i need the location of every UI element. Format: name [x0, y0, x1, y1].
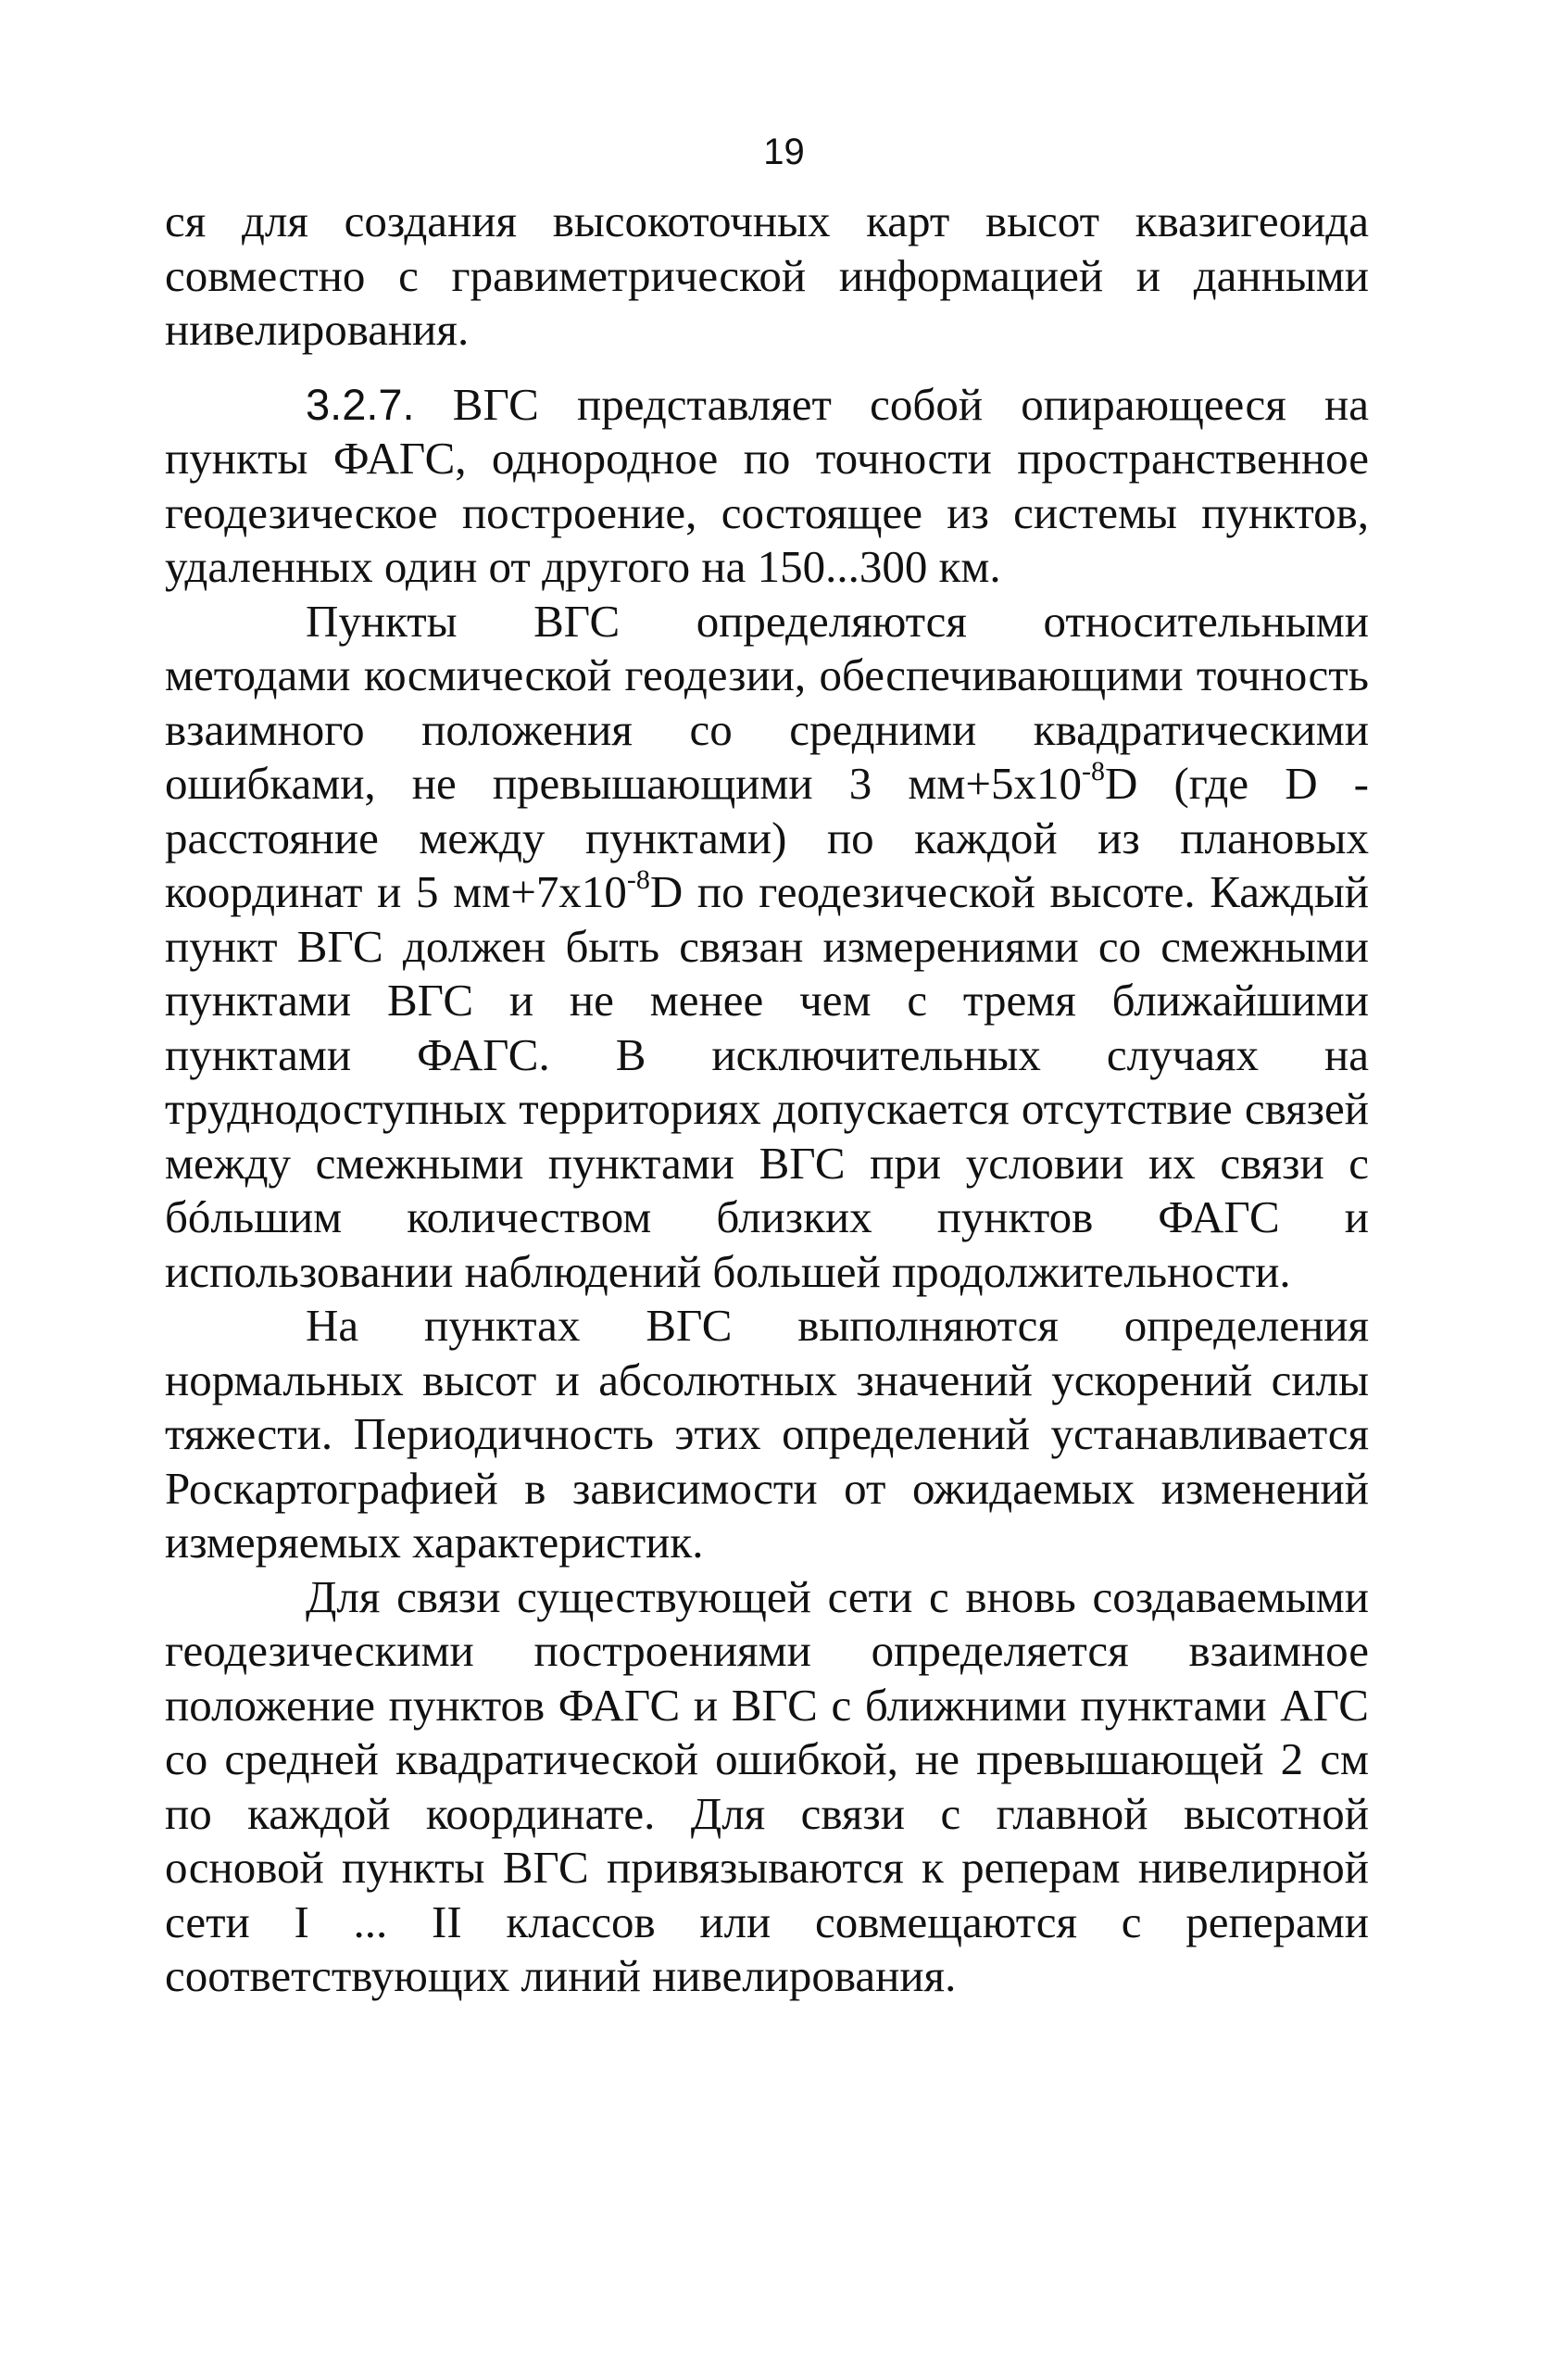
paragraph-section-3-2-7	[165, 378, 1369, 595]
paragraph-text-part: Пункты ВГС определяются относительными методами космической геодезии, обеспечивающими точность взаимного положения со средними квадратическими ошибками, не превышающими 3 мм+5х10	[165, 595, 1369, 809]
exponent: -8	[626, 864, 650, 895]
paragraph-text-part: D по геодезической высоте. Каждый пункт ВГС должен быть связан измерениями со смежными пунктами ВГС и не менее чем с тремя ближайшими пунктами ФАГС. В исключительных случаях на труднодоступных территориях допускается отсутствие связей между смежными пунктами ВГС при условии их связи с бóльшим количеством близких пунктов ФАГС и использовании наблюдений большей продолжительности.	[165, 866, 1369, 1297]
paragraph-vgs-determination	[165, 595, 1369, 1300]
page-number: 19	[763, 132, 805, 172]
paragraph-text: На пунктах ВГС выполняются определения нормальных высот и абсолютных значений ускорений силы тяжести. Периодичность этих определений устанавливается Роскартографией в зависимости от ожидаемых изменений измеряемых характеристик.	[165, 1300, 1369, 1568]
paragraph-continuation	[165, 195, 1369, 358]
paragraph-text-part: D (где D - расстояние между пунктами) по каждой из плановых координат и 5 мм+7х10	[165, 758, 1369, 917]
paragraph-text: Для связи существующей сети с вновь создаваемыми геодезическими построениями определяется взаимное положение пунктов ФАГС и ВГС с ближними пунктами АГС со средней квадратической ошибкой, не превышающей 2 см по каждой координате. Для связи с главной высотной основой пункты ВГС привязываются к реперам нивелирной сети I ... II классов или совмещаются с реперами соответствующих линий нивелирования.	[165, 1570, 1369, 2001]
paragraph-text: ВГС представляет собой опирающееся на пункты ФАГС, однородное по точности пространственное геодезическое построение, состоящее из системы пунктов, удаленных один от другого на 150...300 км.	[165, 378, 1369, 592]
paragraph-vgs-heights	[165, 1299, 1369, 1570]
paragraph-network-connection	[165, 1570, 1369, 2004]
exponent: -8	[1081, 756, 1105, 787]
body-text	[165, 195, 1369, 2004]
section-number: 3.2.7.	[306, 379, 415, 429]
paragraph-text: ся для создания высокоточных карт высот квазигеоида совместно с гравиметрической информацией и данными нивелирования.	[165, 195, 1369, 355]
